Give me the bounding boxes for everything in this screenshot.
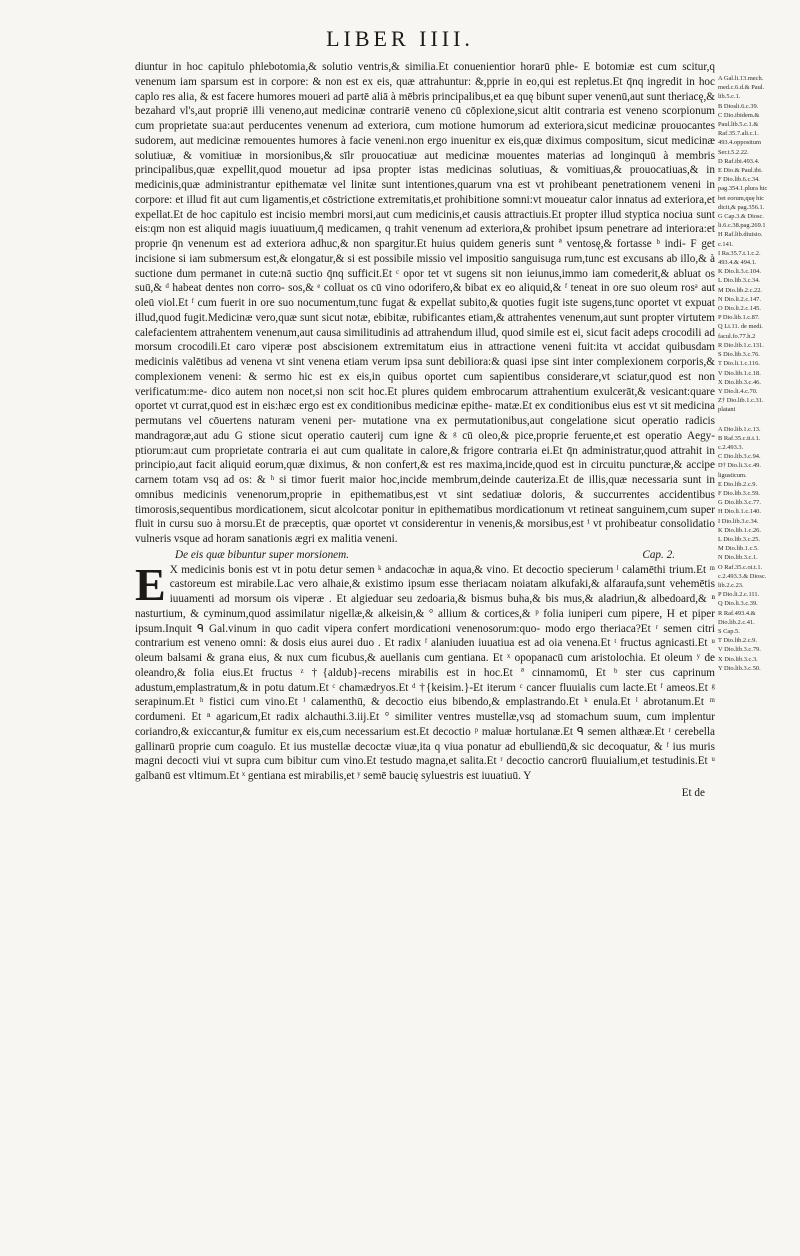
margin-note: I Dio.lib.3.c.34.	[718, 517, 759, 525]
margin-note: facul.fo.77.h.2	[718, 332, 756, 340]
margin-note: Q Dio.li.3.c.39.	[718, 600, 758, 608]
paragraph-1: diuntur in hoc capitulo phlebotomia,& solutio ventris,& similia.Et conuenientior horarū phle- E botomiæ est cum scitur,q venenum iam sparsum est in corpore: & non est ex eis, quæ attrahuntur: &,pprie in eo,qui est repletus.Et q̄nq ingredit in hoc caplo res alia, & est facere humores moueri ad partē aliā à mēbris principalibus,et ea quę bibunt super venenū,aut sunt theriacę,& bezahard vl's,aut propriē illi veneno,aut medicinæ contrariē veneno cū cōplexione,sicut altit contraria est veneno scorpionum cum proprietate sua:aut perducentes venenum ad exteriora, cum motione humorum ad exteriora,sicut medicinæ prouocantes sudorem, aut medicinæ remouentes humores à facie veneni.non ergo inuenitur ex eis,quæ diximus compositum, sicut medicinæ solutiuæ, & vomitiuæ in morsionibus,& sīlr prouocatiuæ aut medicinæ mouentes materias ad longinquū à membris principalibus,quæ expellit,quod mouetur ad ipsa propter istas medicinas solutiuas, & vomitiuas,& prouocatiuas,& in medicinis,quæ administrantur epithematæ vel linitæ sunt intentiones,quarum vna est vt prohibeant penetrationem veneni in corpore: et illud fit aut cum ligamentis,et cōstrictione extremitatis,et prohibitione somni:vt moueatur calor innatus ad exteriora,et expellat.Et de hoc capitulo est incisio membri morsi,aut cum medicinis,et causis attractiuis.Et propter illud styptica nociua sunt eis:qm non est aliquid magis iuuatiuum,q̄ medicamen, q trahit venenum ad exteriora,& prohibet ipsum penetrare ad interiora:et proprie q̄n venenum est ad exteriora adhuc,& non spargitur.Et huius quidem generis sunt ª ventosę,& fortasse ᵇ indi- F get incisione si iam submersum est,& elongatur,& si est possibile missio vel impositio sanguisuga rum,tunc est excusans ab illo,& à suctione dum permanet in cute:nā suctio q̄nq sufficit.Et ᶜ opor tet vt sugens sit non ieiunus,immo iam comederit,& abluat os suū,& ᵈ habeat dentes non corro- sos,& ᵉ colluat os cū vino odorifero,& bibat ex eo aliquid,& ᶠ teneat in ore suo oleum rosᵃ aut oleū viol.Et ᶠ cum fuerit in ore suo nocumentum,tunc fugat & expellat subito,& quoties fugit iste sugens,tunc oportet vt expuat illud,quod fugit.Medicinæ vero,quæ sunt sicut notæ, ebibitæ, rubificantes etiam,& attrahentes venenum,aut sunt propter virtutem calefacientem attrahentem venenum,aut causa similitudinis ad attrahendum illud, quod simile est ei, sicut facit adeps crocodili ad morsum crocodili.Et caro viperæ post abscisionem extremitatum eius in attractione veneni fuit:ita vt accidat quibusdam medicinis valētibus ad venena vt sint venena etiam verum ipsa sunt debiliora:& quasi ipse sint inter complexionem corporis,& complexionem veneni: & sermo hic est ex eis,in quibus oportet cum sapientibus considerare,vt sciatur,quod est non verificatum:me- dico autem non nocet,si non scit hoc.Et plures quidem embrocarum attrahentium exulcerāt,& vesicant:quare oportet vt currat,quod est in eis:hæc ergo est ex conditionibus medicinæ epithe- matæ.Et ex conditionibus eius est vt sit medicina permutans vel cōuertens naturam veneni per- mutatione vna ex permutationibus,aut congelatione sicut operatio radicis mandragoræ,aut adu G stione sicut operatio cauterij cum igne & ᵍ cū oleo,& pice,proprie feruente,et est operatio Aegy- ptiorum:aut cum proprietate contraria ei aut cum qualitate in calore,& frigore contraria ei.Et q̄n administratur,quod attrahit in principio,aut facit aliquid eorum,quæ diximus, & non confert,& est res maxima,incide,quod est in circuitu puncturæ,& accipe carnem totam vsq ad os: & ʰ si timor fuerit maior hoc,incide membrum,deinde cauteriza.Et de illis,quæ necessaria sunt in omnibus medicinis venenorum,proprie in epithematibus,est vt sint sedatiuæ doloris, & succurrentes accidentibus timorosis,sequentibus mordicationem, sicut alcolcotar ponitur in epithematibus mordicationum vt retineat sanguinem,cum super fluit in cursu suo à morsu.Et de præceptis, quæ oportet vt considerentur in venenis,& morsibus,est ⁱ vt prohibeatur consolidatio vulneris vsque ad horam sanationis ægri ex malitia veneni.	[135, 61, 715, 545]
margin-note: B Raf.35.c.ti.t.1.	[718, 434, 761, 442]
margin-note: li.6.c.38.pag.269.1	[718, 222, 766, 230]
margin-note: O Dio.li.2.c.145.	[718, 305, 761, 313]
marginal-notes	[718, 74, 794, 673]
margin-note: R Raf.493.4.&	[718, 609, 756, 617]
margin-note: Y Dio.li.4.c.70.	[718, 387, 758, 395]
margin-note: 493.4.& 494.1.	[718, 259, 757, 267]
margin-note: dicit,& pag.356.1.	[718, 203, 765, 211]
margin-note: O Raf.35.c.oi.t.1.	[718, 563, 763, 571]
margin-note: lib.2.c.23.	[718, 581, 744, 589]
margin-note: L Dio.lib.3.c.25.	[718, 535, 761, 543]
margin-note: E Dio.& Paul.ibi.	[718, 167, 763, 175]
margin-note: X Dio.lib.3.c.46.	[718, 378, 761, 386]
margin-note: T Dio.lib.2.c.9.	[718, 637, 757, 645]
margin-note: Raf.35.7.ali.c.1.	[718, 130, 759, 138]
margin-note: P Dio.li.2.c.111.	[718, 591, 760, 599]
margin-note: E Dio.lib.2.c.9.	[718, 480, 758, 488]
margin-note: Y Dio.lib.3.c.50.	[718, 664, 761, 672]
margin-note: Z† Dio.lib.1.c.31.	[718, 397, 764, 405]
margin-note: C Dio.lib.3.c.94.	[718, 453, 761, 461]
margin-note: c.2.493.3.& Diosc.	[718, 572, 767, 580]
catchword: Et de	[681, 786, 705, 799]
margin-note: X Dio.lib.3.c.3.	[718, 655, 758, 663]
margin-note: D† Dio.li.3.c.49.	[718, 462, 761, 470]
margin-note: C Dio.ibidem.&	[718, 111, 760, 119]
drop-cap: E	[135, 558, 166, 610]
margin-note: V Dio.lib.3.c.79.	[718, 646, 761, 654]
margin-note: G Cap.3.& Diosc.	[718, 213, 764, 221]
paragraph-2-text: X medicinis bonis est vt in potu detur semen ᵏ andacochæ in aqua,& vino. Et decoctio specierum ˡ calamēthi trium.Et ᵐ castoreum est mirabile.Lac vero alhaie,& existimo ipsum esse theriacam noiatam alkufaki,& alfaraufa,sunt vehemētis iuuamenti ad morsum ois viperæ . Et algieduar seu zedoaria,& bismus buha,& bis mus,& aladriun,& albedoard,& ⁿ nasturtium, & cyminum,quod assimilatur nigellæ,& alkeisin,& ° allium & cortices,& ᵖ folia iuniperi cum pipere, H et piper ipsum.Inquit ᑫ Gal.vinum in quo cadit vipera confert mordicationi venenosorum:quo- modo ergo theriaca?Et ʳ semen citri contrarium est veneno omni: & dosis eius aurei duo . Et radix ᶠ alaniuden iuuatiua est ad oia venena.Et ᵗ fructus agnicasti.Et ᵘ oleum balsami & grana eius, & nux cum ficubus,& auellanis cum gentiana. Et ˣ opopanacū cum aristolochia. Et oleum ʸ de oleandro,& folia eius.Et fructus ᶻ †{aldub}-recens mirabilis est in hoc.Et ª cinnamomū, Et ᵇ ster cus caprinum adustum,emplastratum,& in potu datum.Et ᶜ chamædryos.Et ᵈ †{keisim.}-Et iterum ᶜ cancer fluuialis cum lacte.Et ᶠ ameos.Et ᵍ serapinum.Et ʰ fistici cum vino.Et ⁱ calamenthū, & decoctio eius bibendo,& emplastrando.Et ᵏ enula.Et ˡ abrotanum.Et ᵐ cordumeni. Et ⁿ agaricum,Et radix alchauthi.3.iij.Et ° similiter ventres mustellæ,vsq ad stomachum suum, cum implentur coriandro,& exiccantur,& fumitur ex eis,cum necessarium est.Et decoctio ᵖ maluæ hortulanæ.Et ᑫ semen althææ.Et ʳ cerebella gallinarū proprie cum coagulo. Et ius mustellæ decoctæ viuæ,ita q viua ponatur ad ebulliendū,& sic decoquatur, & ᶠ ius muris magni decocti viui vt supra cum bibitur cum vino.Et testudo magna,et salita.Et ʳ decoctio cancrorū fluuialium,et testudinis.Et ᵘ galbanū est vltimum.Et ˣ gentiana est mirabilis,et ʸ semē baucię syluestris est iuuatiuū. Y	[135, 563, 715, 782]
margin-note: Ser.t.5.2.22.	[718, 148, 749, 156]
margin-note: S Dio.lib.3.c.76.	[718, 351, 760, 359]
chapter-number: Cap. 2.	[642, 548, 675, 561]
chapter-title: De eis quæ bibuntur super morsionem.	[175, 548, 350, 561]
margin-note: R Dio.lib.1.c.131.	[718, 341, 764, 349]
margin-note: I Ra.35.7.t.1.c.2.	[718, 249, 761, 257]
margin-note: bet eorum,quę hic	[718, 194, 764, 202]
margin-note: T Dio.li.1.c.116.	[718, 360, 760, 368]
margin-note: Dio.lib.2.c.41.	[718, 618, 755, 626]
margin-note: D Raf.ibi.493.4.	[718, 157, 760, 165]
main-text-column	[135, 60, 715, 801]
margin-note: B Diosli.6.c.39.	[718, 102, 759, 110]
margin-note: c.2.493.3.	[718, 443, 744, 451]
margin-note: med.c.6.d.& Paul.	[718, 84, 765, 92]
margin-note: Q Li.11. de medi.	[718, 323, 763, 331]
margin-note: F Dio.lib.6.c.34.	[718, 176, 760, 184]
margin-note: N Dio.lib.3.c.1.	[718, 554, 758, 562]
margin-note: K Dio.li.3.c.104.	[718, 268, 761, 276]
margin-note: A Gal.li.13.mech.	[718, 75, 764, 82]
margin-note: 493.4.oppositum	[718, 139, 761, 147]
margin-note: lib.5.c.1.	[718, 93, 741, 101]
margin-note: F Dio.lib.3.c.59.	[718, 489, 760, 497]
chapter-heading	[135, 548, 715, 563]
margin-note: A Dio.lib.1.c.13.	[718, 425, 761, 433]
margin-note: H Raf.lib.diuisio.	[718, 231, 763, 239]
margin-note: K Dio.lib.1.c.26.	[718, 526, 761, 534]
margin-note: P Dio.lib.1.c.87.	[718, 314, 760, 322]
margin-note: S Cap.5.	[718, 627, 740, 635]
margin-note: pag.354.1.plura hic	[718, 185, 768, 193]
margin-note: ligusticum.	[718, 471, 747, 479]
margin-note: L Dio.lib.3.c.34.	[718, 277, 761, 285]
margin-note: Paul.lib.5.c.1.&	[718, 121, 759, 129]
margin-note: M Dio.lib.1.c.5.	[718, 545, 759, 553]
margin-note: V Dio.lib.1.c.18.	[718, 369, 761, 377]
paragraph-2	[135, 558, 715, 784]
margin-note: G Dio.lib.3.c.77.	[718, 499, 761, 507]
margin-note: M Dio.lib.2.c.22.	[718, 286, 763, 294]
margin-note: N Dio.li.2.c.147.	[718, 295, 761, 303]
margin-note: H Dio.li.1.c.140.	[718, 508, 761, 516]
margin-note: platani	[718, 406, 736, 414]
running-head: LIBER IIII.	[326, 26, 474, 51]
margin-note: c.141.	[718, 240, 734, 248]
